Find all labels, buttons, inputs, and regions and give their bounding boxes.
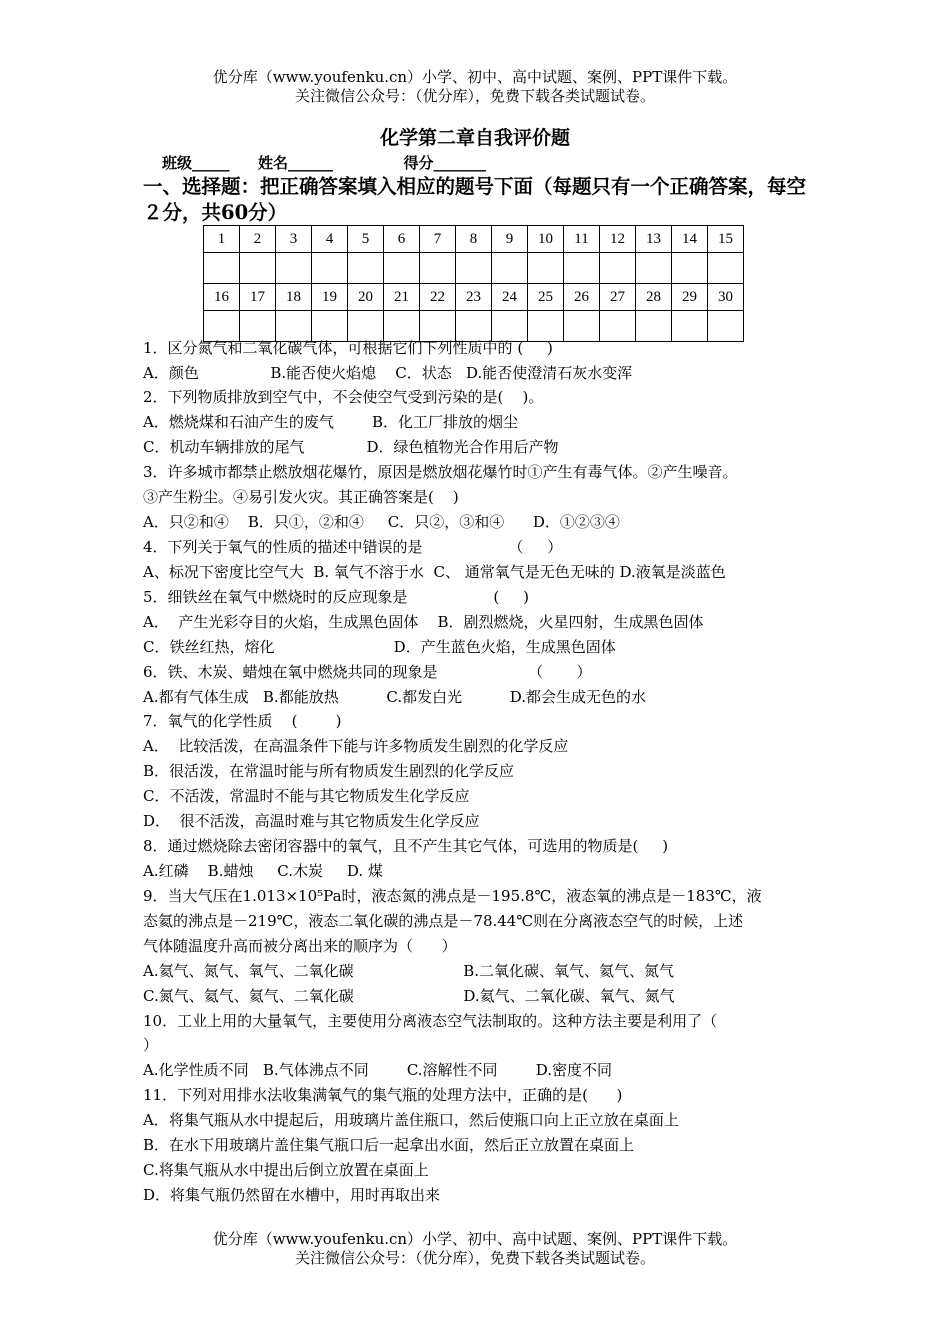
answer-cell[interactable] xyxy=(276,311,312,342)
question-line: A、标况下密度比空气大 B. 氧气不溶于水 C、 通常氧气是无色无味的 D.液氧是淡蓝色 xyxy=(143,563,726,581)
table-cell: 11 xyxy=(564,226,600,253)
answer-cell[interactable] xyxy=(672,253,708,284)
table-cell: 10 xyxy=(528,226,564,253)
question-line: C.氮气、氦气、氦气、二氧化碳 D.氦气、二氧化碳、氧气、氮气 xyxy=(143,987,675,1005)
table-cell: 24 xyxy=(492,284,528,311)
answer-cell[interactable] xyxy=(564,253,600,284)
question-line: A.氦气、氮气、氧气、二氧化碳 B.二氧化碳、氧气、氦气、氮气 xyxy=(143,962,675,980)
table-cell: 26 xyxy=(564,284,600,311)
table-cell: 8 xyxy=(456,226,492,253)
answer-cell[interactable] xyxy=(600,311,636,342)
question-line: D． 很不活泼，高温时难与其它物质发生化学反应 xyxy=(143,812,480,830)
answer-table-blank-row-1 xyxy=(204,253,744,284)
answer-cell[interactable] xyxy=(456,311,492,342)
table-cell: 20 xyxy=(348,284,384,311)
footer-line-1: 优分库（www.youfenku.cn）小学、初中、高中试题、案例、PPT课件下载。 xyxy=(212,1230,738,1248)
question-line: C．机动车辆排放的尾气 D．绿色植物光合作用后产物 xyxy=(143,438,559,456)
answer-cell[interactable] xyxy=(240,253,276,284)
answer-cell[interactable] xyxy=(600,253,636,284)
table-cell: 13 xyxy=(636,226,672,253)
question-line: ） xyxy=(143,1036,159,1054)
section-heading: 一、选择题：把正确答案填入相应的题号下面（每题只有一个正确答案，每空２分，共60分） xyxy=(143,175,807,224)
question-line: 4．下列关于氧气的性质的描述中错误的是 （ ） xyxy=(143,538,563,556)
student-info-row xyxy=(162,152,486,173)
table-cell: 27 xyxy=(600,284,636,311)
answer-cell[interactable] xyxy=(672,311,708,342)
table-cell: 3 xyxy=(276,226,312,253)
question-line: B．在水下用玻璃片盖住集气瓶口后一起拿出水面，然后正立放置在桌面上 xyxy=(143,1136,635,1154)
question-line: A．只②和④ B．只①，②和④ C．只②，③和④ D．①②③④ xyxy=(143,513,620,531)
table-cell: 25 xyxy=(528,284,564,311)
answer-cell[interactable] xyxy=(492,311,528,342)
question-line: 1．区分氮气和二氧化碳气体，可根据它们下列性质中的 ( ) xyxy=(143,339,553,357)
score-field: 得分_______ xyxy=(403,154,486,172)
question-line: A．燃烧煤和石油产生的废气 B．化工厂排放的烟尘 xyxy=(143,413,519,431)
answer-cell[interactable] xyxy=(384,253,420,284)
table-cell: 30 xyxy=(708,284,744,311)
question-line: 3．许多城市都禁止燃放烟花爆竹，原因是燃放烟花爆竹时①产生有毒气体。②产生噪音。 xyxy=(143,463,738,481)
answer-cell[interactable] xyxy=(420,311,456,342)
question-line: C．铁丝红热，熔化 D．产生蓝色火焰，生成黑色固体 xyxy=(143,638,616,656)
footer-line-2: 关注微信公众号：（优分库），免费下载各类试题试卷。 xyxy=(294,1249,655,1267)
answer-cell[interactable] xyxy=(348,253,384,284)
table-cell: 18 xyxy=(276,284,312,311)
answer-cell[interactable] xyxy=(564,311,600,342)
answer-cell[interactable] xyxy=(708,311,744,342)
answer-cell[interactable] xyxy=(204,311,240,342)
question-line: A． 比较活泼，在高温条件下能与许多物质发生剧烈的化学反应 xyxy=(143,737,569,755)
question-line: ③产生粉尘。④易引发火灾。其正确答案是( ) xyxy=(143,488,459,506)
answer-cell[interactable] xyxy=(528,253,564,284)
question-line: B．很活泼，在常温时能与所有物质发生剧烈的化学反应 xyxy=(143,762,515,780)
table-cell: 2 xyxy=(240,226,276,253)
table-cell: 16 xyxy=(204,284,240,311)
answer-cell[interactable] xyxy=(528,311,564,342)
table-cell: 14 xyxy=(672,226,708,253)
answer-cell[interactable] xyxy=(240,311,276,342)
class-field: 班级_____ xyxy=(162,154,230,172)
table-cell: 21 xyxy=(384,284,420,311)
table-cell: 17 xyxy=(240,284,276,311)
answer-cell[interactable] xyxy=(276,253,312,284)
table-cell: 7 xyxy=(420,226,456,253)
question-line: 7．氧气的化学性质 ( ) xyxy=(143,712,342,730)
answer-cell[interactable] xyxy=(636,311,672,342)
question-line: 9．当大气压在1.013×10⁵Pa时，液态氮的沸点是－195.8℃，液态氧的沸点是－183℃，液 xyxy=(143,887,762,905)
question-line: A.红磷 B.蜡烛 C.木炭 D. 煤 xyxy=(143,862,383,880)
table-cell: 4 xyxy=(312,226,348,253)
header-line-2: 关注微信公众号：（优分库），免费下载各类试题试卷。 xyxy=(294,87,655,105)
answer-cell[interactable] xyxy=(456,253,492,284)
table-cell: 22 xyxy=(420,284,456,311)
answer-table-header-row-2 xyxy=(204,284,744,311)
answer-table-blank-row-2 xyxy=(204,311,744,342)
table-cell: 28 xyxy=(636,284,672,311)
answer-cell[interactable] xyxy=(204,253,240,284)
table-cell: 12 xyxy=(600,226,636,253)
answer-cell[interactable] xyxy=(708,253,744,284)
table-cell: 19 xyxy=(312,284,348,311)
question-line: 2．下列物质排放到空气中，不会使空气受到污染的是( )。 xyxy=(143,388,544,406)
answer-cell[interactable] xyxy=(492,253,528,284)
question-line: D．将集气瓶仍然留在水槽中，用时再取出来 xyxy=(143,1186,441,1204)
answer-cell[interactable] xyxy=(312,253,348,284)
question-line: A．颜色 B.能否使火焰熄 C．状态 D.能否使澄清石灰水变浑 xyxy=(143,364,633,382)
answer-cell[interactable] xyxy=(420,253,456,284)
question-line: 5．细铁丝在氧气中燃烧时的反应现象是 ( ) xyxy=(143,588,529,606)
question-line: 11．下列对用排水法收集满氧气的集气瓶的处理方法中，正确的是( ) xyxy=(143,1086,623,1104)
question-line: 6．铁、木炭、蜡烛在氧中燃烧共同的现象是 （ ） xyxy=(143,663,592,681)
header-line-1: 优分库（www.youfenku.cn）小学、初中、高中试题、案例、PPT课件下载。 xyxy=(212,68,738,86)
table-cell: 9 xyxy=(492,226,528,253)
table-cell: 23 xyxy=(456,284,492,311)
question-line: C．不活泼，常温时不能与其它物质发生化学反应 xyxy=(143,787,470,805)
answer-cell[interactable] xyxy=(348,311,384,342)
question-line: 态氦的沸点是－219℃，液态二氧化碳的沸点是－78.44℃则在分离液态空气的时候，上述 xyxy=(143,912,744,930)
table-cell: 6 xyxy=(384,226,420,253)
question-line: A． 产生光彩夺目的火焰，生成黑色固体 B．剧烈燃烧，火星四射，生成黑色固体 xyxy=(143,613,704,631)
answer-cell[interactable] xyxy=(636,253,672,284)
question-line: 8．通过燃烧除去密闭容器中的氧气，且不产生其它气体，可选用的物质是( ) xyxy=(143,837,669,855)
question-line: A．将集气瓶从水中提起后，用玻璃片盖住瓶口，然后使瓶口向上正立放在桌面上 xyxy=(143,1111,679,1129)
answer-table-header-row-1 xyxy=(204,226,744,253)
question-line: 10．工业上用的大量氧气，主要使用分离液态空气法制取的。这种方法主要是利用了（ xyxy=(143,1012,718,1030)
answer-cell[interactable] xyxy=(384,311,420,342)
question-line: A.都有气体生成 B.都能放热 C.都发白光 D.都会生成无色的水 xyxy=(143,688,647,706)
answer-cell[interactable] xyxy=(312,311,348,342)
page-title: 化学第二章自我评价题 xyxy=(379,127,570,149)
table-cell: 1 xyxy=(204,226,240,253)
name-field: 姓名______ xyxy=(257,154,333,172)
table-cell: 5 xyxy=(348,226,384,253)
table-cell: 29 xyxy=(672,284,708,311)
question-line: C.将集气瓶从水中提出后倒立放置在桌面上 xyxy=(143,1161,429,1179)
answer-table xyxy=(203,225,744,342)
table-cell: 15 xyxy=(708,226,744,253)
question-line: 气体随温度升高而被分离出来的顺序为（ ） xyxy=(143,937,457,955)
question-line: A.化学性质不同 B.气体沸点不同 C.溶解性不同 D.密度不同 xyxy=(143,1061,612,1079)
